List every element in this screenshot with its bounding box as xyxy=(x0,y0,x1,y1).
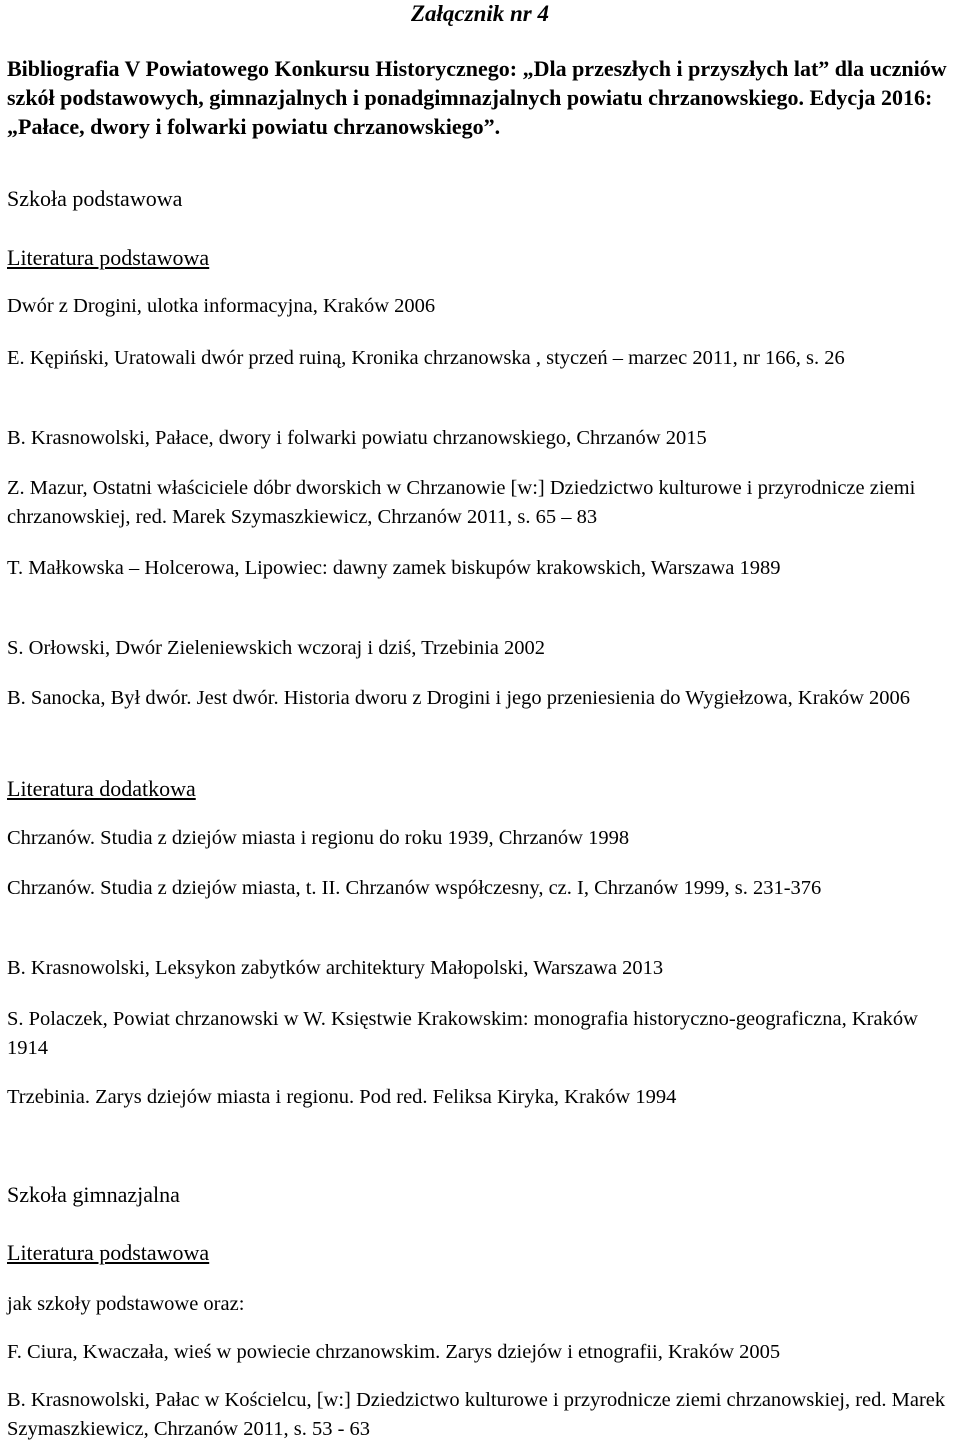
literature-note: jak szkoły podstawowe oraz: xyxy=(7,1293,245,1315)
bibliography-entry: B. Krasnowolski, Leksykon zabytków architektury Małopolski, Warszawa 2013 xyxy=(7,957,664,979)
bibliography-entry: S. Polaczek, Powiat chrzanowski w W. Księstwie Krakowskim: monografia historyczno-geograficzna, Kraków 1914 xyxy=(7,1008,918,1059)
attachment-title: Załącznik nr 4 xyxy=(410,1,550,26)
bibliography-entry: Dwór z Drogini, ulotka informacyjna, Kraków 2006 xyxy=(7,295,436,317)
bibliography-entry: Chrzanów. Studia z dziejów miasta i regionu do roku 1939, Chrzanów 1998 xyxy=(7,827,630,849)
bibliography-intro: Bibliografia V Powiatowego Konkursu Historycznego: „Dla przeszłych i przyszłych lat” dla uczniów szkół podstawowych, gimnazjalnych i ponadgimnazjalnych powiatu chrzanowskiego. Edycja 2016: „Pałace, dwory i folwarki powiatu chrzanowskiego”. xyxy=(7,56,947,139)
section-middle-school: Szkoła gimnazjalna xyxy=(7,1182,180,1207)
bibliography-entry: T. Małkowska – Holcerowa, Lipowiec: dawny zamek biskupów krakowskich, Warszawa 1989 xyxy=(7,557,781,579)
section-primary-school: Szkoła podstawowa xyxy=(7,186,183,211)
primary-extra-literature-heading: Literatura dodatkowa xyxy=(7,776,196,801)
bibliography-entry: Trzebinia. Zarys dziejów miasta i regionu. Pod red. Feliksa Kiryka, Kraków 1994 xyxy=(7,1086,677,1108)
bibliography-entry: B. Sanocka, Był dwór. Jest dwór. Historia dworu z Drogini i jego przeniesienia do Wygiełzowa, Kraków 2006 xyxy=(7,687,911,709)
bibliography-entry: B. Krasnowolski, Pałace, dwory i folwarki powiatu chrzanowskiego, Chrzanów 2015 xyxy=(7,427,707,449)
primary-basic-literature-heading: Literatura podstawowa xyxy=(7,245,210,270)
bibliography-entry: Z. Mazur, Ostatni właściciele dóbr dworskich w Chrzanowie [w:] Dziedzictwo kulturowe i przyrodnicze ziemi chrzanowskiej, red. Marek Szymaszkiewicz, Chrzanów 2011, s. 65 – 83 xyxy=(7,477,916,528)
bibliography-entry: B. Krasnowolski, Pałac w Kościelcu, [w:] Dziedzictwo kulturowe i przyrodnicze ziemi chrzanowskiej, red. Marek Szymaszkiewicz, Chrzanów 2011, s. 53 - 63 xyxy=(7,1389,946,1440)
bibliography-entry: S. Orłowski, Dwór Zieleniewskich wczoraj i dziś, Trzebinia 2002 xyxy=(7,637,546,659)
bibliography-entry: E. Kępiński, Uratowali dwór przed ruiną, Kronika chrzanowska , styczeń – marzec 2011, nr 166, s. 26 xyxy=(7,347,845,369)
middle-basic-literature-heading: Literatura podstawowa xyxy=(7,1240,210,1265)
bibliography-entry: F. Ciura, Kwaczała, wieś w powiecie chrzanowskim. Zarys dziejów i etnografii, Kraków 2005 xyxy=(7,1341,781,1363)
bibliography-entry: Chrzanów. Studia z dziejów miasta, t. II. Chrzanów współczesny, cz. I, Chrzanów 1999, s. 231-376 xyxy=(7,877,822,899)
